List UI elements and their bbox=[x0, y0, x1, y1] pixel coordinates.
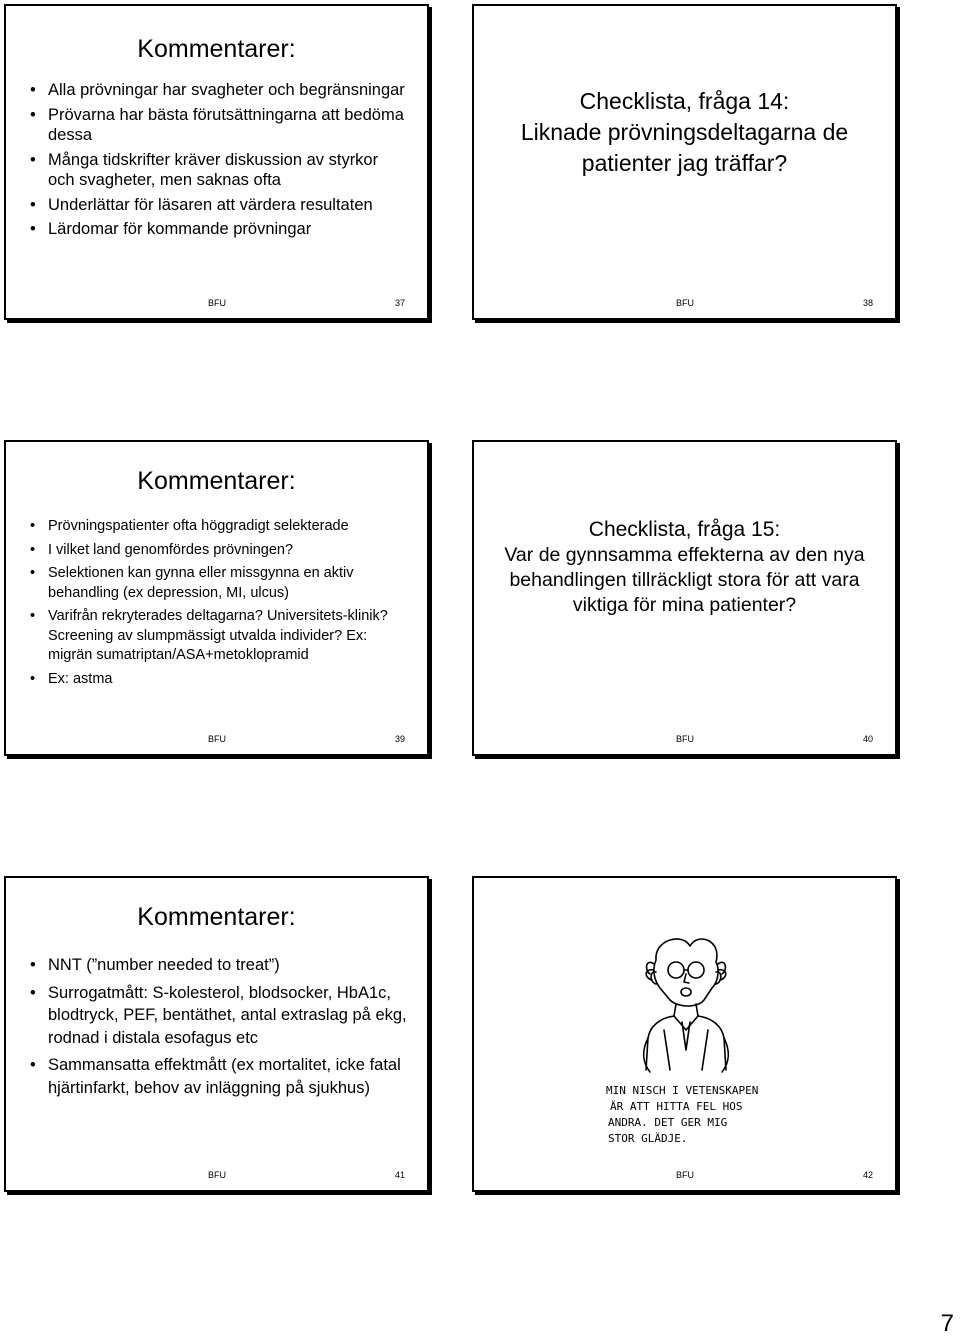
list-item: • Underlättar för läsaren att värdera resultaten bbox=[26, 195, 409, 216]
svg-text:MIN NISCH I VETENSKAPEN: MIN NISCH I VETENSKAPEN bbox=[606, 1084, 759, 1097]
bullet-list bbox=[26, 954, 409, 1099]
slide-footer-label: BFU bbox=[208, 734, 226, 744]
slide-number: 39 bbox=[394, 734, 405, 744]
svg-text:ANDRA. DET GER MIG: ANDRA. DET GER MIG bbox=[608, 1116, 728, 1129]
svg-text:STOR GLÄDJE.: STOR GLÄDJE. bbox=[608, 1132, 688, 1145]
slide-footer-label: BFU bbox=[208, 1170, 226, 1180]
svg-text:ÄR ATT HITTA FEL HOS: ÄR ATT HITTA FEL HOS bbox=[610, 1100, 743, 1113]
slide-title-line2: Liknade prövningsdeltagarna de patienter jag träffar? bbox=[520, 119, 849, 176]
slide-footer-label: BFU bbox=[676, 298, 694, 308]
slide-39 bbox=[4, 440, 429, 756]
slide-title: Kommentarer: bbox=[137, 903, 296, 931]
slide-title-line1: Checklista, fråga 15: bbox=[588, 518, 781, 541]
list-item: • NNT (”number needed to treat”) bbox=[26, 954, 409, 977]
slide-number: 37 bbox=[394, 298, 405, 308]
slide-number: 38 bbox=[862, 298, 873, 308]
bullet-list bbox=[26, 80, 409, 240]
slide-title bbox=[486, 86, 883, 179]
slide-number: 41 bbox=[394, 1170, 405, 1180]
page-number: 7 bbox=[940, 1310, 954, 1337]
bullet-list bbox=[26, 517, 409, 689]
list-item: • I vilket land genomfördes prövningen? bbox=[26, 541, 409, 561]
slide-title bbox=[486, 516, 883, 618]
list-item: • Lärdomar för kommande prövningar bbox=[26, 219, 409, 240]
slide-number: 42 bbox=[862, 1170, 873, 1180]
slide-41 bbox=[4, 876, 429, 1192]
slide-42 bbox=[472, 876, 897, 1192]
slide-40 bbox=[472, 440, 897, 756]
slide-title: Kommentarer: bbox=[137, 35, 296, 63]
slide-37 bbox=[4, 4, 429, 320]
cartoon-caption bbox=[606, 1084, 758, 1145]
slide-38 bbox=[472, 4, 897, 320]
cartoon-illustration bbox=[594, 930, 774, 1152]
slide-title: Kommentarer: bbox=[137, 467, 296, 495]
list-item: • Många tidskrifter kräver diskussion av styrkor och svagheter, men saknas ofta bbox=[26, 150, 409, 191]
slide-footer-label: BFU bbox=[676, 1170, 694, 1180]
slide-title-line2: Var de gynnsamma effekterna av den nya behandlingen tillräckligt stora för att vara viktiga för mina patienter? bbox=[504, 544, 865, 616]
list-item: • Prövningspatienter ofta höggradigt selekterade bbox=[26, 517, 409, 537]
list-item: • Alla prövningar har svagheter och begränsningar bbox=[26, 80, 409, 101]
slide-title-line1: Checklista, fråga 14: bbox=[579, 88, 790, 114]
list-item: • Surrogatmått: S-kolesterol, blodsocker, HbA1c, blodtryck, PEF, bentäthet, antal extraslag på ekg, rodnad i distala esofagus etc bbox=[26, 982, 409, 1050]
slide-number: 40 bbox=[862, 734, 873, 744]
list-item: • Varifrån rekryterades deltagarna? Universitets-klinik? Screening av slumpmässigt utvalda individer? Ex: migrän sumatriptan/ASA+metoklopramid bbox=[26, 607, 409, 666]
list-item: • Selektionen kan gynna eller missgynna en aktiv behandling (ex depression, MI, ulcus) bbox=[26, 564, 409, 603]
list-item: • Prövarna har bästa förutsättningarna att bedöma dessa bbox=[26, 105, 409, 146]
slide-footer-label: BFU bbox=[676, 734, 694, 744]
list-item: • Sammansatta effektmått (ex mortalitet, icke fatal hjärtinfarkt, behov av inläggning på sjukhus) bbox=[26, 1054, 409, 1099]
slide-footer-label: BFU bbox=[208, 298, 226, 308]
list-item: • Ex: astma bbox=[26, 670, 409, 690]
